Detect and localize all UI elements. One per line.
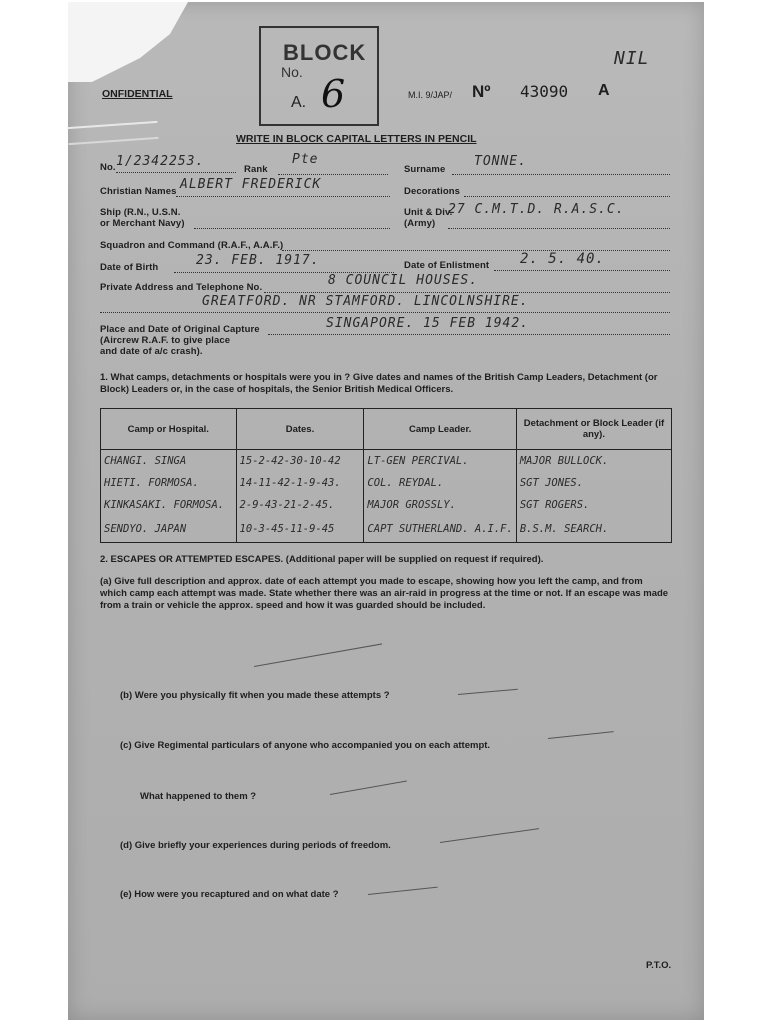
torn-corner	[68, 2, 188, 82]
unit-value: 27 C.M.T.D. R.A.S.C.	[448, 202, 625, 217]
question-2-heading: 2. ESCAPES OR ATTEMPTED ESCAPES. (Additional paper will be supplied on request if required).	[100, 554, 544, 565]
rank-value: Pte	[292, 152, 319, 167]
col-dates: Dates.	[236, 409, 364, 450]
rank-label: Rank	[244, 164, 268, 175]
capture-label-2: (Aircrew R.A.F. to give place	[100, 335, 231, 346]
binding-string	[67, 121, 158, 145]
question-2c: (c) Give Regimental particulars of anyone who accompanied you on each attempt.	[120, 740, 491, 751]
serial-number: 43090	[520, 82, 569, 101]
block-stamp	[259, 26, 379, 126]
squadron-label: Squadron and Command (R.A.F., A.A.F.)	[100, 240, 284, 251]
unit-label-1: Unit & Div.	[404, 207, 453, 218]
ship-label-1: Ship (R.N., U.S.N.	[100, 207, 181, 218]
capture-value: SINGAPORE. 15 FEB 1942.	[326, 316, 530, 331]
table-row: SENDYO. JAPAN 10-3-45-11-9-45 CAPT SUTHERLAND. A.I.F. B.S.M. SEARCH.	[101, 516, 672, 543]
col-camp: Camp or Hospital.	[101, 409, 237, 450]
address-value-2: GREATFORD. NR STAMFORD. LINCOLNSHIRE.	[202, 294, 529, 309]
number-label: Nº	[472, 82, 491, 101]
table-row: HIETI. FORMOSA. 14-11-42-1-9-43. COL. REYDAL. SGT JONES.	[101, 472, 672, 494]
question-2e: (e) How were you recaptured and on what date ?	[120, 889, 339, 900]
dob-value: 23. FEB. 1917.	[196, 253, 320, 268]
enlist-label: Date of Enlistment	[404, 260, 490, 271]
christian-label: Christian Names	[100, 186, 177, 197]
camps-table	[100, 408, 672, 543]
surname-label: Surname	[404, 164, 446, 175]
no-label: No.	[100, 162, 116, 173]
address-label: Private Address and Telephone No.	[100, 282, 263, 293]
question-1: 1. What camps, detachments or hospitals were you in ? Give dates and names of the British Camp Leaders, Detachment (or Block) Leaders or, in the case of hospitals, the Senior British Medical Officers.	[100, 372, 658, 395]
stamp-no-text: No.	[281, 64, 303, 80]
question-2a: (a) Give full description and approx. date of each attempt you made to escape, showing how you left the camp, and from which camp each attempt was made. State whether there was an air-raid in progress at the time or not. If an escape was made from a train or vehicle the approx. speed and how it was guarded should be included.	[100, 576, 669, 611]
serial-suffix: A	[598, 82, 610, 99]
instruction: WRITE IN BLOCK CAPITAL LETTERS IN PENCIL	[236, 133, 477, 145]
dob-label: Date of Birth	[100, 262, 159, 273]
table-row: CHANGI. SINGA 15-2-42-30-10-42 LT-GEN PERCIVAL. MAJOR BULLOCK.	[101, 450, 672, 473]
col-detachment-leader: Detachment or Block Leader (if any).	[516, 409, 671, 450]
unit-label-2: (Army)	[404, 218, 436, 229]
capture-label-3: and date of a/c crash).	[100, 346, 203, 357]
corner-note: NIL	[614, 48, 650, 69]
question-2c-followup: What happened to them ?	[140, 791, 257, 802]
col-camp-leader: Camp Leader.	[364, 409, 516, 450]
question-2b: (b) Were you physically fit when you made these attempts ?	[120, 690, 390, 701]
christian-value: ALBERT FREDERICK	[180, 177, 322, 192]
decorations-label: Decorations	[404, 186, 461, 197]
address-value-1: 8 COUNCIL HOUSES.	[328, 273, 479, 288]
pto-label: P.T.O.	[646, 960, 672, 971]
enlist-value: 2. 5. 40.	[520, 251, 605, 267]
form-ref: M.I. 9/JAP/	[408, 90, 453, 100]
no-value: 1/2342253.	[116, 154, 205, 169]
stamp-number: 6	[321, 72, 346, 116]
question-2d: (d) Give briefly your experiences during periods of freedom.	[120, 840, 391, 851]
surname-value: TONNE.	[474, 154, 527, 169]
ship-label-2: or Merchant Navy)	[100, 218, 185, 229]
table-row: KINKASAKI. FORMOSA. 2-9-43-21-2-45. MAJOR GROSSLY. SGT ROGERS.	[101, 494, 672, 516]
stamp-letter: A.	[291, 94, 307, 111]
stamp-block-text: BLOCK	[283, 40, 367, 65]
form-sheet	[68, 2, 704, 1020]
classification: ONFIDENTIAL	[102, 88, 173, 100]
capture-label-1: Place and Date of Original Capture	[100, 324, 260, 335]
